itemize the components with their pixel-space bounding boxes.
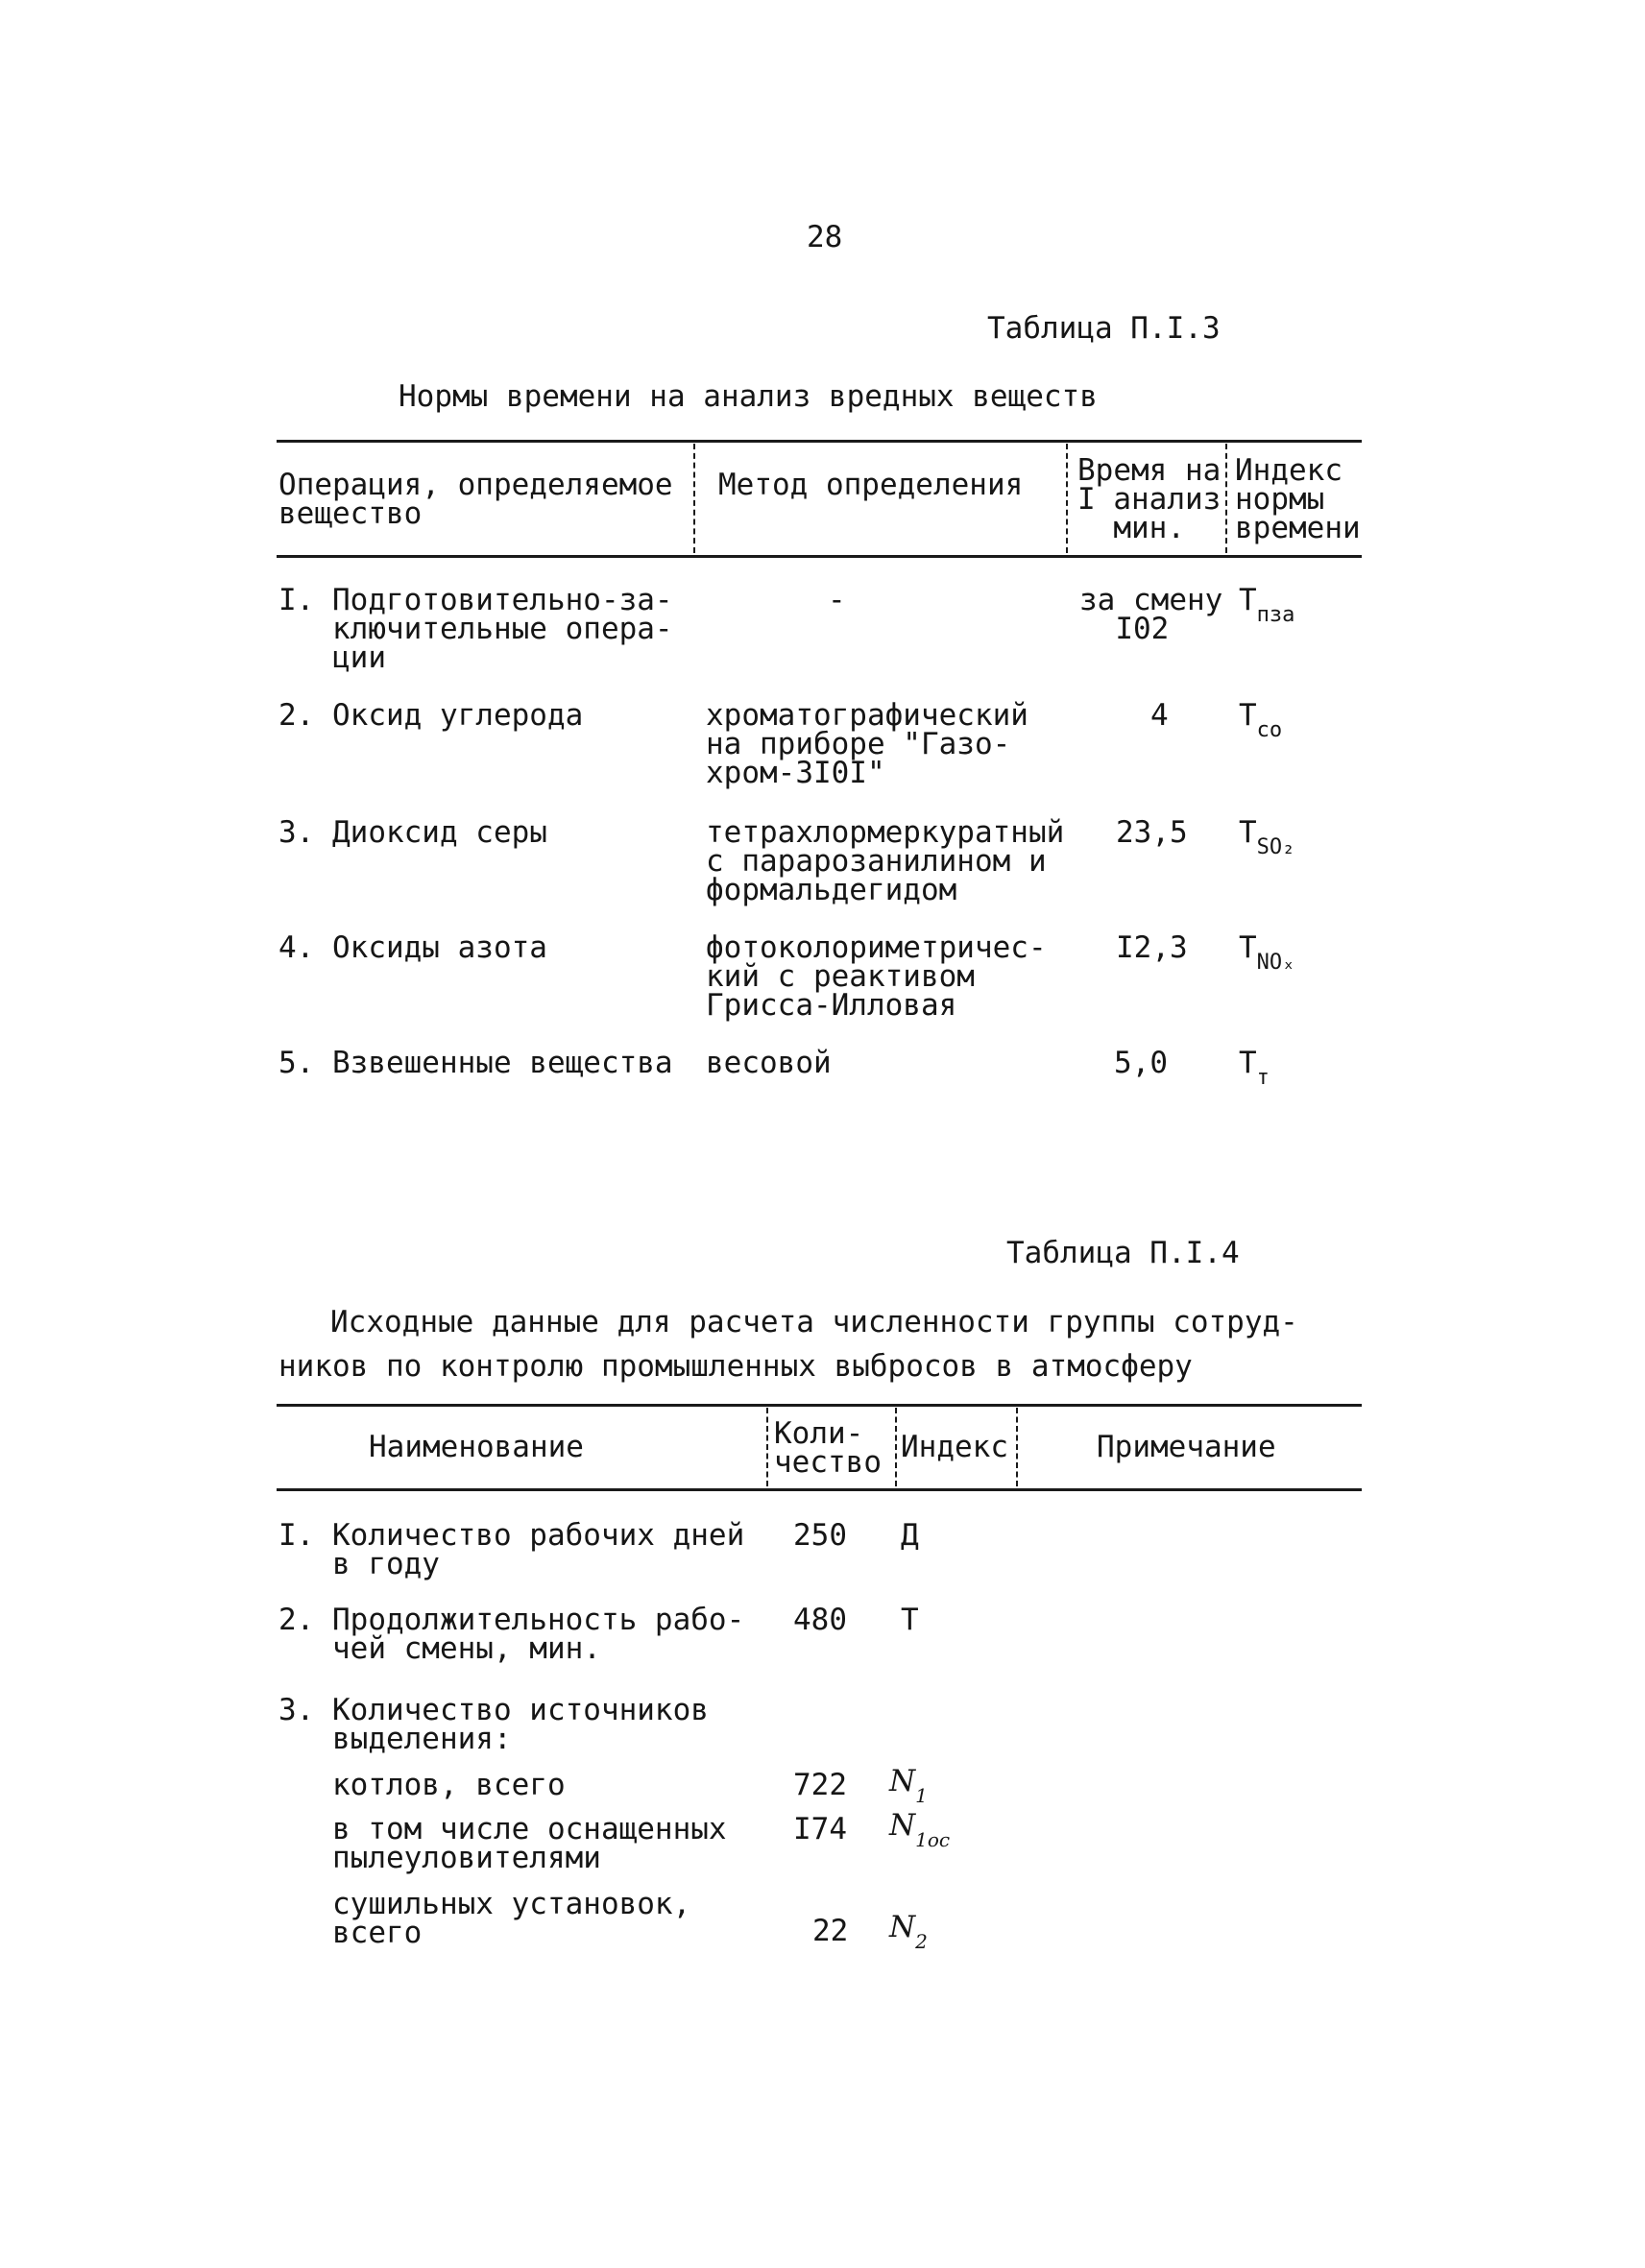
table1-header-method: Метод определения <box>718 468 1024 502</box>
table1-cell-time: за смену I02 <box>1079 583 1223 646</box>
index-symbol: N <box>889 1808 916 1843</box>
table2-cell-qty: 22 <box>812 1914 849 1948</box>
index-symbol: Д <box>901 1518 919 1553</box>
table2-header-index: Индекс <box>901 1430 1008 1464</box>
table2-cell-qty: 480 <box>793 1603 847 1637</box>
table2-cell-name: сушильных установок, всего <box>331 1887 691 1950</box>
index-subscript: пза <box>1256 603 1295 627</box>
table1-cell-method: хроматографический на приборе "Газо- хром-3I0I" <box>706 698 1028 790</box>
table1-cell-method: весовой <box>706 1046 832 1080</box>
table1-header-time: Время на I анализ мин. <box>1077 453 1222 545</box>
table1-header-rule <box>277 555 1362 558</box>
table2-col-divider <box>1016 1408 1018 1486</box>
table1-header-operation: Операция, определяемое вещество <box>278 468 673 531</box>
table1-label: Таблица П.I.3 <box>987 311 1221 346</box>
table1-cell-index <box>1239 583 1295 627</box>
index-symbol: Т <box>901 1603 919 1637</box>
table1-cell-time: 5,0 <box>1114 1046 1168 1080</box>
table2-top-rule <box>277 1404 1362 1407</box>
table2-cell-index <box>889 1764 928 1807</box>
table2-cell-index <box>901 1518 919 1553</box>
table1-cell-index <box>1239 930 1295 975</box>
table1-col-divider <box>693 444 695 553</box>
table1-cell-method: - <box>828 583 846 617</box>
table1-cell-operation: I. Подготовительно-за- ключительные опера- ции <box>278 583 673 675</box>
table2-title-line2: ников по контролю промышленных выбросов в атмосферу <box>278 1349 1193 1384</box>
table1-col-divider <box>1225 444 1227 553</box>
table2-header-note: Примечание <box>1097 1430 1276 1464</box>
table2-header-qty: Коли- чество <box>774 1416 882 1480</box>
index-symbol: Т <box>1239 1046 1257 1080</box>
table2-cell-qty: 250 <box>793 1518 847 1553</box>
table2-cell-name: I. Количество рабочих дней в году <box>278 1518 745 1581</box>
table2-cell-name: котлов, всего <box>278 1768 566 1802</box>
table1-cell-time: 4 <box>1150 698 1169 733</box>
page-number: 28 <box>807 220 843 254</box>
index-subscript: т <box>1256 1066 1270 1090</box>
table1-title: Нормы времени на анализ вредных веществ <box>399 379 1098 414</box>
table1-cell-index <box>1239 1046 1270 1090</box>
table2-title-line1: Исходные данные для расчета численности группы сотруд- <box>330 1305 1298 1339</box>
table1-cell-index <box>1239 698 1283 742</box>
index-subscript: 2 <box>915 1930 928 1953</box>
table1-top-rule <box>277 440 1362 443</box>
table2-header-name: Наименование <box>369 1430 584 1464</box>
table2-label: Таблица П.I.4 <box>1006 1236 1240 1270</box>
index-subscript: 1 <box>915 1784 928 1807</box>
table1-cell-time: 23,5 <box>1116 815 1188 850</box>
table1-col-divider <box>1066 444 1068 553</box>
index-symbol: Т <box>1239 930 1257 965</box>
table2-col-divider <box>766 1408 768 1486</box>
table1-cell-operation: 2. Оксид углерода <box>278 698 584 733</box>
index-subscript: со <box>1256 718 1283 742</box>
index-symbol: Т <box>1239 583 1257 617</box>
table2-cell-qty: 722 <box>793 1768 847 1802</box>
table2-cell-index <box>901 1605 919 1635</box>
table2-header-rule <box>277 1488 1362 1491</box>
table2-cell-index <box>889 1808 951 1851</box>
table1-cell-operation: 5. Взвешенные вещества <box>278 1046 673 1080</box>
table2-cell-qty: I74 <box>793 1812 847 1846</box>
table1-cell-time: I2,3 <box>1116 930 1188 965</box>
table2-cell-name: 3. Количество источников выделения: <box>278 1693 709 1756</box>
table1-cell-method: фотоколориметричес- кий с реактивом Грисса-Илловая <box>706 930 1047 1023</box>
index-subscript: 1ос <box>915 1828 951 1851</box>
index-symbol: N <box>889 1910 916 1944</box>
table1-cell-method: тетрахлормеркуратный с парарозанилином и формальдегидом <box>706 815 1065 907</box>
table1-cell-operation: 4. Оксиды азота <box>278 930 547 965</box>
index-subscript: NOₓ <box>1256 951 1295 975</box>
table2-col-divider <box>895 1408 897 1486</box>
table2-cell-index <box>889 1910 928 1953</box>
table1-cell-operation: 3. Диоксид серы <box>278 815 547 850</box>
table1-header-index: Индекс нормы времени <box>1235 453 1361 545</box>
table2-cell-name: в том числе оснащенных пылеуловителями <box>331 1812 727 1875</box>
index-subscript: SO₂ <box>1256 835 1295 859</box>
index-symbol: Т <box>1239 698 1257 733</box>
table2-cell-name: 2. Продолжительность рабо- чей смены, мин. <box>278 1603 745 1666</box>
table1-cell-index <box>1239 815 1295 859</box>
index-symbol: N <box>889 1764 916 1798</box>
index-symbol: Т <box>1239 815 1257 850</box>
